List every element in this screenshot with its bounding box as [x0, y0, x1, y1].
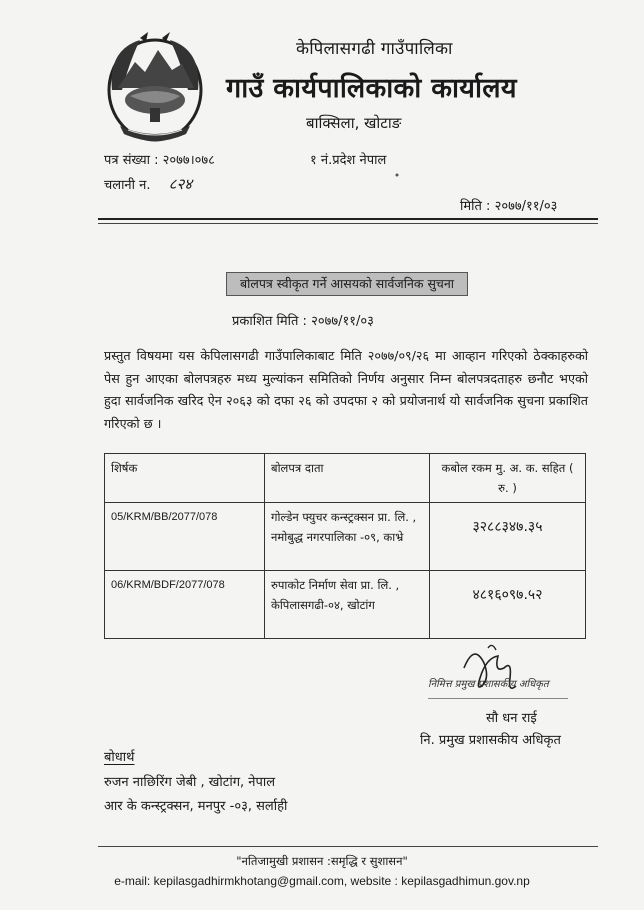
bodhartha-item: रुजन नाछिरिंग जेबी , खोटांग, नेपाल — [104, 775, 276, 790]
footer-motto: "नतिजामुखी प्रशासन :समृद्धि र सुशासन" — [236, 854, 408, 868]
email-link[interactable]: kepilasgadhirmkhotang@gmail.com — [153, 874, 344, 888]
stray-mark-icon — [392, 170, 402, 180]
letter-number — [104, 150, 215, 168]
header-title: शिर्षक — [105, 454, 265, 503]
footer-divider — [98, 846, 598, 847]
header-amount: कबोल रकम मु. अ. क. सहित ( रु. ) — [430, 454, 586, 503]
bodhartha-item: आर के कन्स्ट्रक्सन, मनपुर -०३, सर्लाही — [104, 799, 288, 814]
officer-stamp: निमित्त प्रमुख प्रशासकीय अधिकृत — [428, 676, 568, 699]
letter-date — [460, 196, 557, 214]
dispatch-number-value: ८२४ — [168, 175, 193, 193]
row-title: 05/KRM/BB/2077/078 — [105, 503, 265, 571]
nepal-government-emblem-icon — [100, 30, 210, 145]
province: १ नं.प्रदेश नेपाल — [310, 153, 387, 168]
published-date — [232, 311, 374, 329]
published-date-label: प्रकाशित मिति : — [232, 314, 307, 329]
table-header-row — [105, 454, 586, 503]
notice-body: प्रस्तुत विषयमा यस केपिलासगढी गाउँपालिकाबाट मिति २०७७/०९/२६ मा आव्हान गरिएको ठेक्काहरुको पेस हुन आएका बोलपत्रहरु मध्य मुल्यांकन समितिको निर्णय अनुसार निम्न बोलपत्रदताहरु छनौट भएको हुदा सार्वजनिक खरिद ऐन २०६३ को दफा २६ को उपदफा २ को प्रयोजनार्थ यो सार्वजनिक सुचना प्रकाशित गरिएको छ । — [104, 348, 588, 431]
website-label: website : — [350, 874, 398, 888]
row-title: 06/KRM/BDF/2077/078 — [105, 571, 265, 639]
footer-contact: e-mail: kepilasgadhirmkhotang@gmail.com, website : kepilasgadhimun.gov.np — [114, 874, 530, 888]
dispatch-number — [104, 174, 192, 194]
row-bidder: रुपाकोट निर्माण सेवा प्रा. लि. , केपिलासगढी-०४, खोटांग — [265, 571, 430, 639]
dispatch-number-label: चलानी न. — [104, 178, 151, 193]
table-row — [105, 571, 586, 639]
bid-table — [104, 453, 586, 639]
row-amount: ४८१६०९७.५२ — [430, 571, 586, 639]
published-date-value: २०७७/११/०३ — [311, 314, 374, 329]
signatory-title: नि. प्रमुख प्रशासकीय अधिकृत — [420, 733, 561, 748]
header-bidder: बोलपत्र दाता — [265, 454, 430, 503]
header-divider — [98, 218, 598, 220]
letter-number-value: २०७७।०७८ — [162, 153, 215, 168]
letter-date-label: मिति : — [460, 199, 491, 214]
office-location: बाक्सिला, खोटाङ — [306, 114, 402, 132]
office-name: केपिलासगढी गाउँपालिका — [296, 39, 453, 59]
row-bidder: गोल्डेन फ्युचर कन्स्ट्रक्सन प्रा. लि. , नमोबुद्ध नगरपालिका -०९, काभ्रे — [265, 503, 430, 571]
letter-date-value: २०७७/११/०३ — [494, 199, 558, 214]
office-title: गाउँ कार्यपालिकाको कार्यालय — [226, 73, 517, 104]
signatory-name: सौ धन राई — [486, 711, 537, 726]
bodhartha-label: बोधार्थ — [104, 750, 135, 765]
letter-number-label: पत्र संख्या : — [104, 153, 159, 168]
table-row — [105, 503, 586, 571]
row-amount: ३२८८३४७.३५ — [430, 503, 586, 571]
website-link[interactable]: kepilasgadhimun.gov.np — [401, 874, 530, 888]
header-divider-thin — [98, 223, 598, 224]
email-label: e-mail: — [114, 874, 151, 888]
notice-subject: बोलपत्र स्वीकृत गर्ने आसयको सार्वजनिक सुचना — [226, 272, 468, 296]
